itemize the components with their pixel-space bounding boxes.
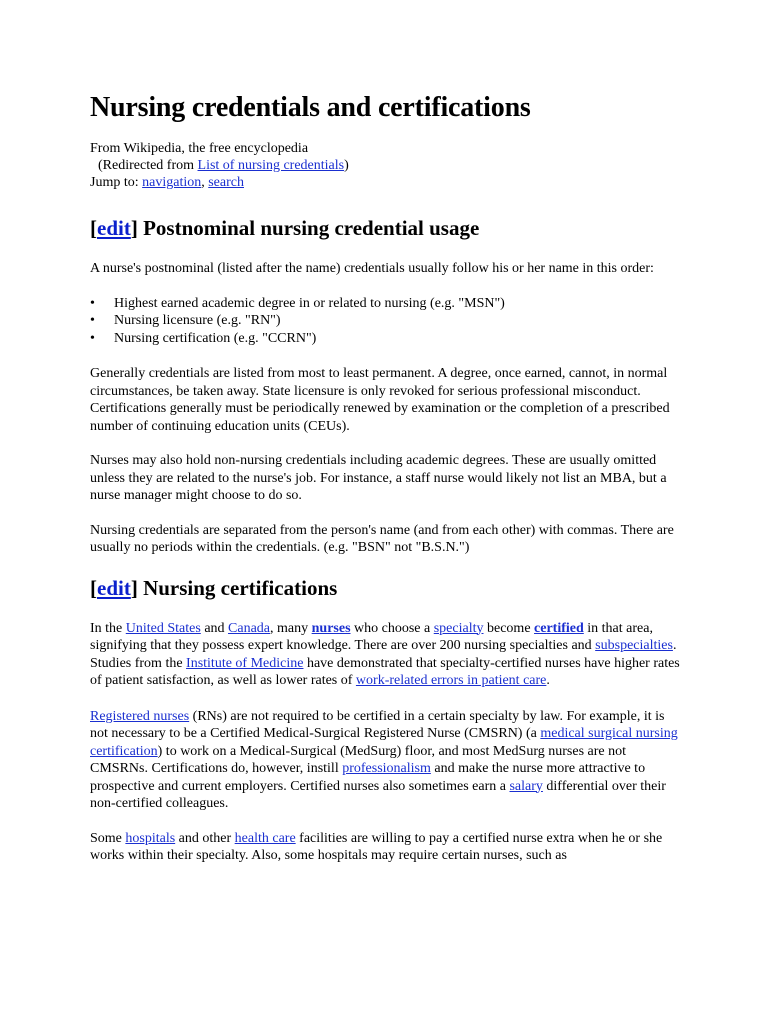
jump-search-link[interactable]: search xyxy=(208,175,244,190)
hospitals-link[interactable]: hospitals xyxy=(125,830,176,846)
list-item: • Nursing certification (e.g. "CCRN") xyxy=(90,330,317,346)
medical-surgical-certification-link[interactable]: medical surgical nursing certification xyxy=(90,726,678,759)
section-heading-postnominal: [edit] Postnominal nursing credential usage xyxy=(90,216,480,240)
paragraph: Nursing credentials are separated from the person's name (and from each other) with commas. There are usually no periods within the credentials. (e.g. "BSN" not "B.S.N.") xyxy=(90,522,674,555)
jump-navigation-link[interactable]: navigation xyxy=(142,175,202,190)
paragraph: A nurse's postnominal (listed after the name) credentials usually follow his or her name in this order: xyxy=(90,261,654,276)
health-care-link[interactable]: health care xyxy=(234,830,296,846)
list-item: • Nursing licensure (e.g. "RN") xyxy=(90,313,281,328)
list-item: • Highest earned academic degree in or related to nursing (e.g. "MSN") xyxy=(90,295,505,311)
registered-nurses-link[interactable]: Registered nurses xyxy=(90,708,190,724)
paragraph: Nurses may also hold non-nursing credentials including academic degrees. These are usually omitted unless they are related to the nurse's job. For instance, a staff nurse would likely not list an MBA, but a nurse manager might choose to do so. xyxy=(90,453,667,503)
edit-section-link[interactable]: edit xyxy=(97,216,131,240)
edit-section-link[interactable]: edit xyxy=(97,575,131,600)
certified-link[interactable]: certified xyxy=(534,620,584,636)
nurses-link[interactable]: nurses xyxy=(311,620,351,636)
article-meta xyxy=(90,140,680,191)
subspecialties-link[interactable]: subspecialties xyxy=(595,638,673,653)
jump-to: Jump to: navigation, search xyxy=(90,175,244,190)
credential-order-list xyxy=(90,295,680,348)
institute-of-medicine-link[interactable]: Institute of Medicine xyxy=(186,655,304,671)
site-subtitle: From Wikipedia, the free encyclopedia xyxy=(90,141,309,156)
bullet-icon: • xyxy=(90,330,95,346)
bullet-icon: • xyxy=(90,313,95,328)
page-title: Nursing credentials and certifications xyxy=(90,92,531,123)
paragraph: Generally credentials are listed from most to least permanent. A degree, once earned, cannot, in normal circumstances, be taken away. State licensure is only revoked for serious professional misconduct. Certifications generally must be periodically renewed by examination or the completion of a prescribed number of continuing education units (CEUs). xyxy=(90,366,670,434)
specialty-link[interactable]: specialty xyxy=(433,620,484,636)
united-states-link[interactable]: United States xyxy=(125,620,201,636)
redirect-source-link[interactable]: List of nursing credentials xyxy=(197,158,345,173)
paragraph: Some hospitals and other health care facilities are willing to pay a certified nurse extra when he or she works within their specialty. Also, some hospitals may require certain nurses, such as xyxy=(90,830,663,863)
professionalism-link[interactable]: professionalism xyxy=(342,761,431,776)
work-related-errors-link[interactable]: work-related errors in patient care xyxy=(355,673,547,688)
bullet-icon: • xyxy=(90,295,95,311)
section-heading-certifications: [edit] Nursing certifications xyxy=(90,575,338,600)
article-content xyxy=(90,88,680,865)
paragraph: In the United States and Canada, many nurses who choose a specialty become certified in that area, signifying that they possess expert knowledge. There are over 200 nursing specialties and subspecialties. Studies from the Institute of Medicine have demonstrated that specialty-certified nurses have higher rates of patient satisfaction, as well as lower rates of work-related errors in patient care. xyxy=(90,620,680,688)
paragraph: Registered nurses (RNs) are not required to be certified in a certain specialty by law. For example, it is not necessary to be a Certified Medical-Surgical Registered Nurse (CMSRN) (a medical surgical nursing certification) to work on a Medical-Surgical (MedSurg) floor, and most MedSurg nurses are not CMSRNs. Certifications do, however, instill professionalism and make the nurse more attractive to prospective and current employers. Certified nurses also sometimes earn a salary differential over their non-certified colleagues. xyxy=(90,708,678,811)
canada-link[interactable]: Canada xyxy=(228,620,271,636)
redirect-note: (Redirected from List of nursing credentials) xyxy=(98,158,349,173)
salary-link[interactable]: salary xyxy=(509,778,543,794)
